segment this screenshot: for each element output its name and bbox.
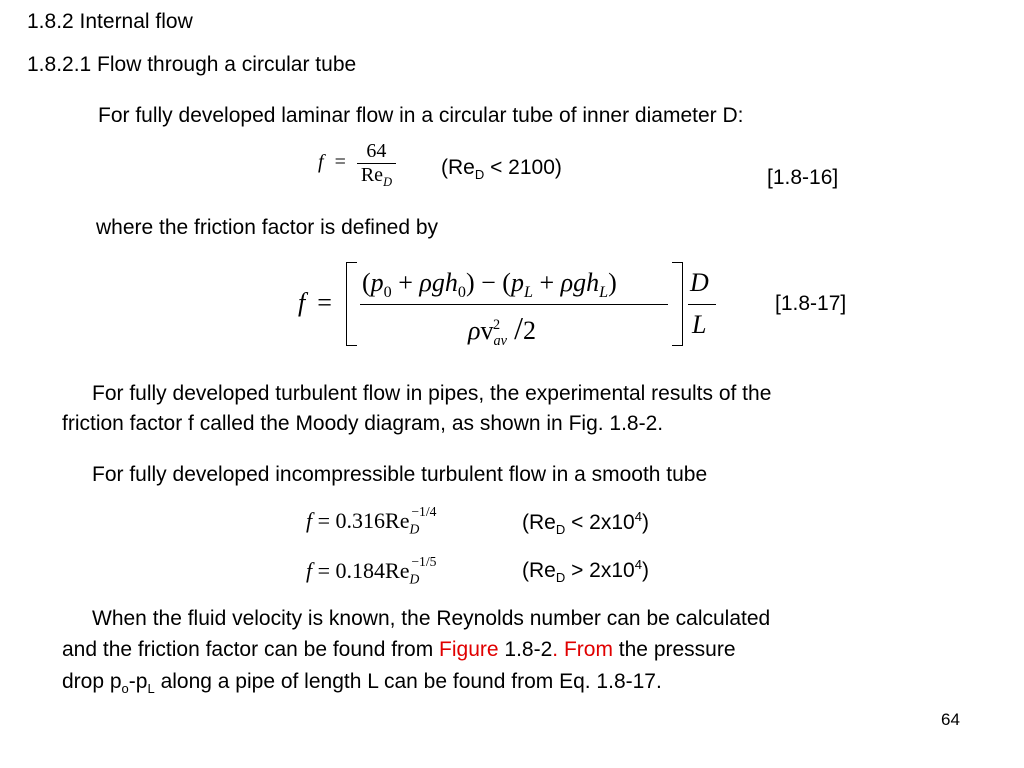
- eq17-denominator: $\rho v_{av}^2$ /2: [468, 310, 537, 350]
- section-heading: 1.8.2 Internal flow: [27, 10, 193, 33]
- final-para-line2: and the friction factor can be found from Figure 1.8-2. From the pressure: [62, 638, 736, 661]
- turbulent-para-line2: friction factor f called the Moody diagram, as shown in Fig. 1.8-2.: [62, 412, 664, 435]
- eq17-fraction-bar: [360, 304, 668, 305]
- friction-definition-text: where the friction factor is defined by: [96, 216, 439, 239]
- eq16-equals: =: [334, 151, 346, 174]
- eq17-label: [1.8-17]: [775, 292, 847, 315]
- smooth-tube-intro: For fully developed incompressible turbulent flow in a smooth tube: [92, 463, 708, 486]
- subsection-heading: 1.8.2.1 Flow through a circular tube: [27, 53, 357, 76]
- eq16-fraction: [357, 140, 396, 187]
- eq17-lhs: f =: [298, 288, 332, 317]
- from-highlight: From: [558, 638, 613, 661]
- equation-1-5: $f = 0.184Re_D^{-1/5}$: [306, 553, 437, 587]
- equation-1-8-16: [318, 140, 396, 187]
- eq16-condition: $(Re_D < 2100)$: [441, 156, 562, 183]
- final-para-line3: drop $p_o-p_L$ along a pipe of length L can be found from Eq. 1.8-17.: [62, 670, 662, 697]
- eq17-right-bracket: [672, 262, 683, 346]
- eq16-denominator: $Re_D$: [357, 163, 396, 187]
- eq17-d-over-l-bar: [688, 304, 716, 305]
- eq17-left-bracket: [346, 262, 357, 346]
- equation-blasius-1-4: $f = 0.316Re_D^{-1/4}$: [306, 503, 437, 537]
- eq17-numerator: $(p_0 + \rho gh_0) - (p_L + \rho gh_L)$: [362, 268, 617, 302]
- eq17-L: L: [692, 310, 707, 339]
- laminar-intro: For fully developed laminar flow in a circular tube of inner diameter D:: [98, 104, 744, 127]
- eq-a-condition: $(Re_D < 2x10^4)$: [522, 509, 649, 538]
- eq16-lhs: f: [318, 151, 324, 174]
- eq16-label: [1.8-16]: [767, 166, 839, 189]
- turbulent-para-line1: For fully developed turbulent flow in pipes, the experimental results of the: [92, 382, 772, 405]
- page-number: 64: [941, 710, 960, 729]
- eq-b-condition: $(Re_D > 2x10^4)$: [522, 557, 649, 586]
- eq17-D: D: [690, 268, 709, 297]
- figure-link-text: Figure: [439, 638, 499, 661]
- final-para-line1: When the fluid velocity is known, the Reynolds number can be calculated: [92, 607, 771, 630]
- eq16-numerator: 64: [366, 140, 387, 162]
